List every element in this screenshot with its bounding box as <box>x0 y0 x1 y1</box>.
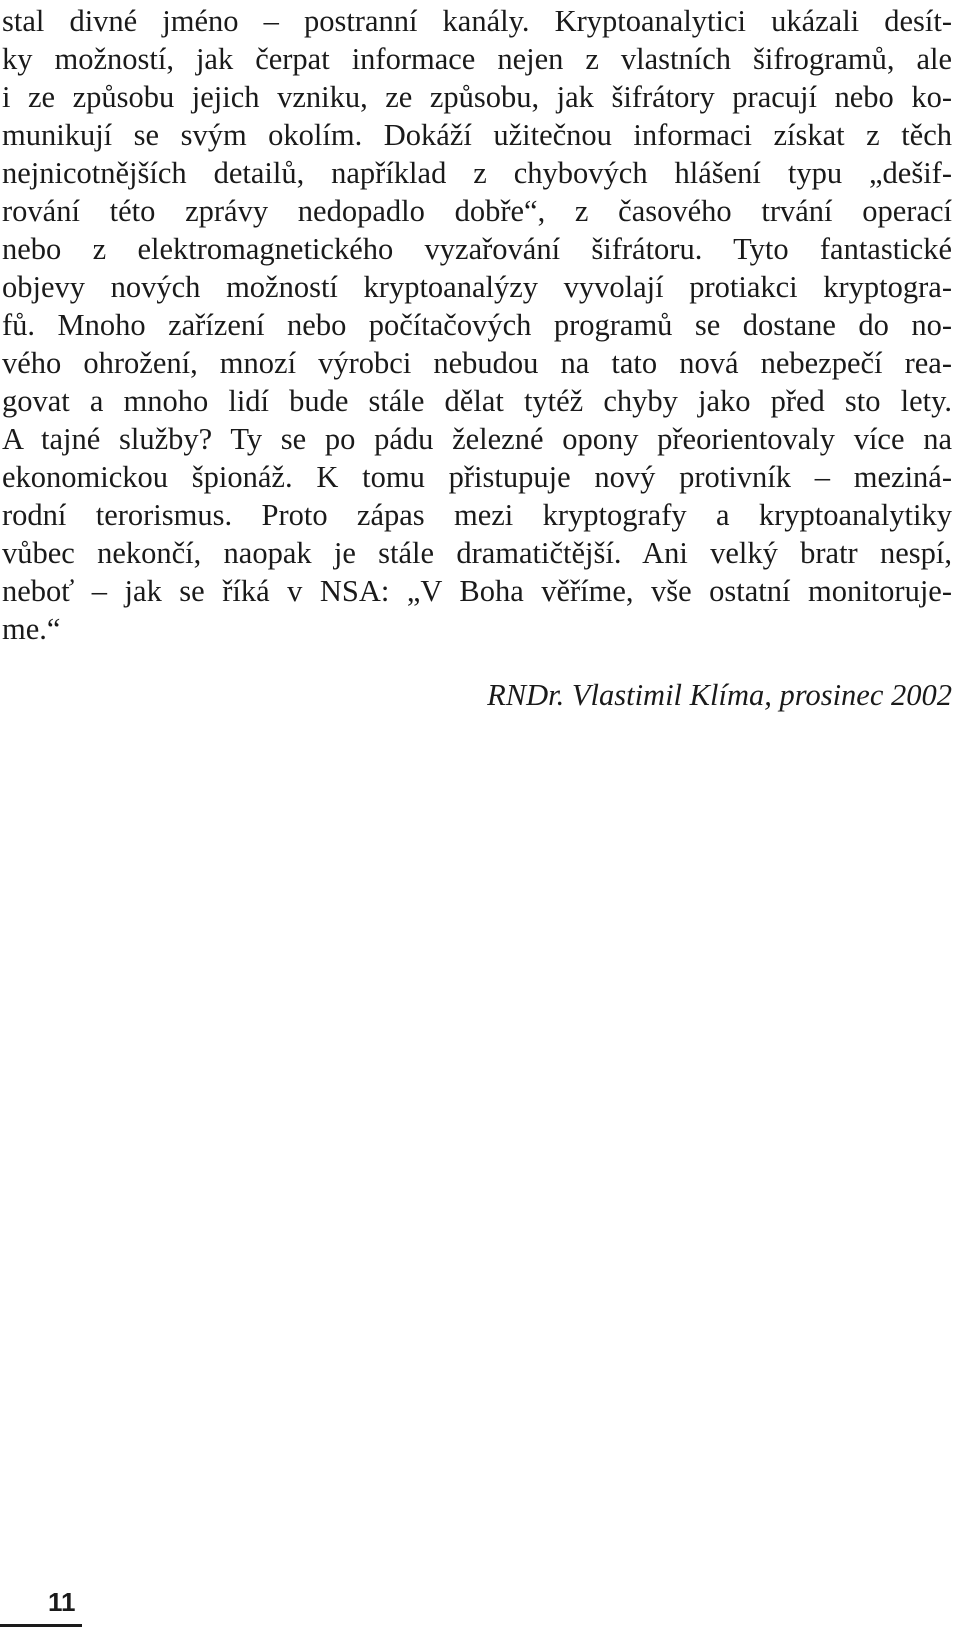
text-line: rování této zprávy nedopadlo dobře“, z časového trvání operací <box>2 194 952 228</box>
text-line: objevy nových možností kryptoanalýzy vyvolají protiakci kryptogra- <box>2 270 952 304</box>
text-line: rodní terorismus. Proto zápas mezi kryptografy a kryptoanalytiky <box>2 498 952 532</box>
text-line: govat a mnoho lidí bude stále dělat tytéž chyby jako před sto lety. <box>2 384 952 418</box>
text-line: fů. Mnoho zařízení nebo počítačových programů se dostane do no- <box>2 308 952 342</box>
author-signature: RNDr. Vlastimil Klíma, prosinec 2002 <box>487 678 952 712</box>
text-line: ky možností, jak čerpat informace nejen z vlastních šifrogramů, ale <box>2 42 952 76</box>
text-line: ekonomickou špionáž. K tomu přistupuje nový protivník – meziná- <box>2 460 952 494</box>
text-line: vůbec nekončí, naopak je stále dramatičtější. Ani velký bratr nespí, <box>2 536 952 570</box>
page-number-rule <box>0 1624 82 1627</box>
text-line: neboť – jak se říká v NSA: „V Boha věříme, vše ostatní monitoruje- <box>2 574 952 608</box>
text-line: nejnicotnějších detailů, například z chybových hlášení typu „dešif- <box>2 156 952 190</box>
text-line: nebo z elektromagnetického vyzařování šifrátoru. Tyto fantastické <box>2 232 952 266</box>
text-line: A tajné služby? Ty se po pádu železné opony přeorientovaly více na <box>2 422 952 456</box>
text-line: munikují se svým okolím. Dokáží užitečnou informaci získat z těch <box>2 118 952 152</box>
text-line: stal divné jméno – postranní kanály. Kryptoanalytici ukázali desít- <box>2 4 952 38</box>
text-line: vého ohrožení, mnozí výrobci nebudou na tato nová nebezpečí rea- <box>2 346 952 380</box>
text-line: i ze způsobu jejich vzniku, ze způsobu, jak šifrátory pracují nebo ko- <box>2 80 952 114</box>
text-line-last: me.“ <box>2 612 61 646</box>
page-number: 11 <box>48 1587 76 1617</box>
